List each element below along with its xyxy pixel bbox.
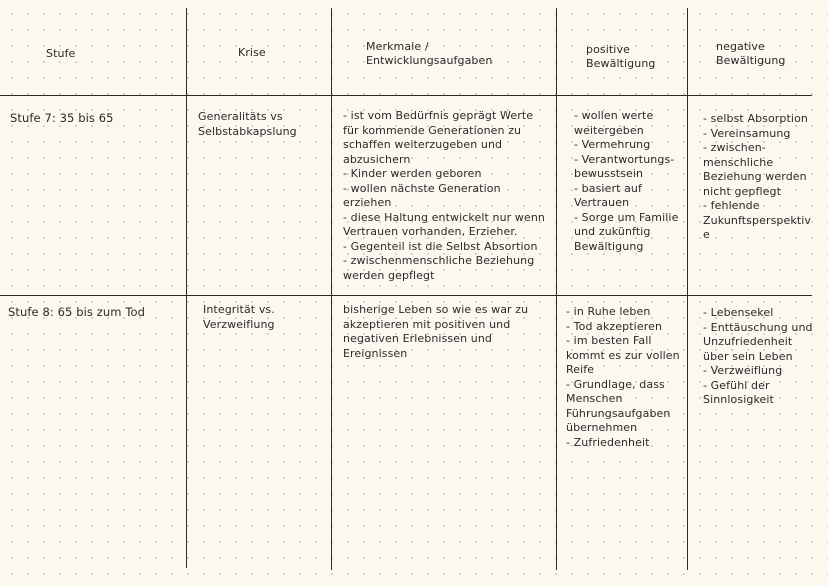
cell-stufe: Stufe 8: 65 bis zum Tod [8,305,146,319]
header-divider [0,95,812,96]
header-stufe: Stufe [46,47,76,60]
header-positive-bewaeltigung: positive Bewältigung [586,43,656,70]
cell-positive-bewaeltigung: - in Ruhe leben - Tod akzeptieren - im besten Fall kommt es zur vollen Reife - Grundlage, dass Menschen Führungsaufgaben übernehmen - Zufriedenheit [566,305,680,449]
column-divider-1 [186,8,187,568]
column-divider-4 [687,8,688,570]
header-krise: Krise [238,46,266,59]
column-divider-2 [331,8,332,570]
cell-negative-bewaeltigung: - selbst Absorption - Vereinsamung - zwischen- menschliche Beziehung werden nicht gepflegt - fehlende Zukunftsperspektiv e [703,112,812,241]
row-divider [0,295,812,296]
cell-stufe: Stufe 7: 35 bis 65 [10,111,114,125]
header-negative-bewaeltigung: negative Bewältigung [716,40,786,67]
cell-krise: Generalitäts vs Selbstabkapslung [198,110,297,138]
cell-merkmale: bisherige Leben so wie es war zu akzeptieren mit positiven und negativen Erlebnissen und Ereignissen [343,303,529,360]
cell-merkmale: - ist vom Bedürfnis geprägt Werte für kommende Generationen zu schaffen weiterzugeben und abzusichern - Kinder werden geboren - wollen nächste Generation erziehen - diese Haltung entwickelt nur wenn Vertrauen vorhanden, Erzieher. - Gegenteil ist die Selbst Absortion - zwischenmenschliche Beziehung werden gepflegt [343,109,546,282]
header-merkmale: Merkmale / Entwicklungsaufgaben [366,40,493,67]
column-divider-3 [556,8,557,570]
cell-krise: Integrität vs. Verzweiflung [203,303,275,331]
cell-positive-bewaeltigung: - wollen werte weitergeben - Vermehrung - Verantwortungs- bewusstsein - basiert auf Vertrauen - Sorge um Familie und zukünftig Bewältigung [574,109,679,253]
cell-negative-bewaeltigung: - Lebensekel - Enttäuschung und Unzufriedenheit über sein Leben - Verzweiflung - Gefühl der Sinnlosigkeit [703,306,813,406]
